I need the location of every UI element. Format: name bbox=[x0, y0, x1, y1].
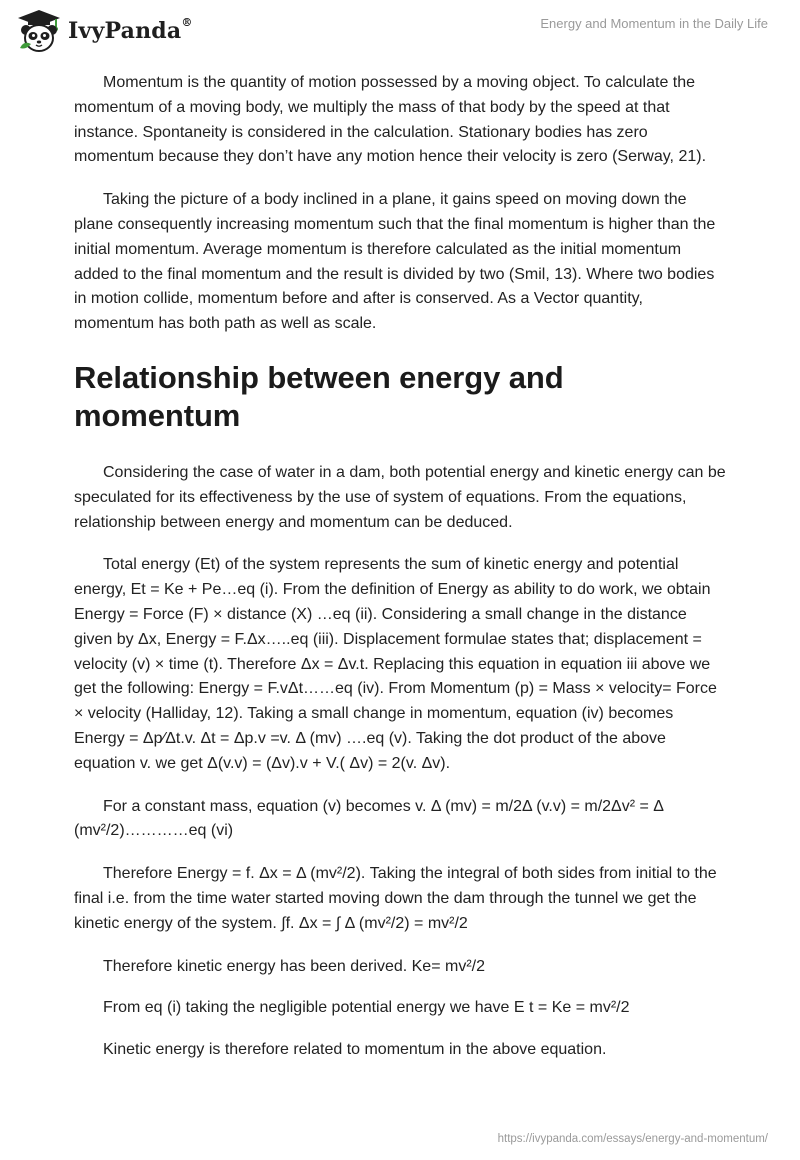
paragraph-constant-mass: For a constant mass, equation (v) becomes v. Δ (mv) = m/2Δ (v.v) = m/2Δv² = Δ (mv²/2)…………eq (vi) bbox=[74, 797, 664, 840]
paragraph-total-energy: Total energy (Et) of the system represents the sum of kinetic energy and potential energy, Et = Ke + Pe…eq (i). From the definition of Energy as ability to do work, we obtain Energy = Force (F) × distance (X) …eq (ii). Considering a small change in the distance given by Δx, Energy = F.Δx…..eq (iii). Displacement formulae states that; displacement = velocity (v) × time (t). Therefore Δx = Δv.t. Replacing this equation in equation iii above we get the following: Energy = F.vΔt……eq (iv). From Momentum (p) = Mass × velocity= Force × velocity (Halliday, 12). Taking a small change in momentum, equation (iv) becomes Energy = Δp⁄Δt.v. Δt = Δp.v =v. Δ (mv) ….eq (v). Taking the dot product of the above equation v. we get Δ(v.v) = (Δv).v + V.( Δv) = 2(v. Δv). bbox=[74, 556, 717, 772]
paragraph-eq-i: From eq (i) taking the negligible potential energy we have E t = Ke = mv²/2 bbox=[103, 999, 630, 1017]
source-url[interactable]: https://ivypanda.com/essays/energy-and-momentum/ bbox=[497, 1133, 768, 1145]
panda-graduate-icon bbox=[16, 8, 62, 54]
paragraph-momentum-definition: Momentum is the quantity of motion possessed by a moving object. To calculate the momentum of a moving body, we multiply the mass of that body by the speed at that instance. Spontaneity is considered in the calculation. Stationary bodies has zero momentum because they don’t have any motion hence their velocity is zero (Serway, 21). bbox=[74, 74, 707, 166]
paragraph-kinetic-derived: Therefore kinetic energy has been derived. Ke= mv²/2 bbox=[103, 957, 485, 975]
section-heading: Relationship between energy and momentum bbox=[74, 359, 564, 433]
paragraph-integral: Therefore Energy = f. Δx = Δ (mv²/2). Taking the integral of both sides from initial to the final i.e. from the time water started moving down the dam through the tunnel we get the kinetic energy of the system. ∫f. Δx = ∫ Δ (mv²/2) = mv²/2 bbox=[74, 865, 717, 932]
essay-body bbox=[74, 71, 726, 1081]
paragraph-conclusion: Kinetic energy is therefore related to momentum in the above equation. bbox=[103, 1041, 607, 1059]
brand-name: IvyPanda® bbox=[68, 15, 193, 44]
paragraph-dam-case: Considering the case of water in a dam, both potential energy and kinetic energy can be speculated for its effectiveness by the use of system of equations. From the equations, relationship between energy and momentum can be deduced. bbox=[74, 463, 726, 531]
paragraph-inclined-plane: Taking the picture of a body inclined in a plane, it gains speed on moving down the plane consequently increasing momentum such that the final momentum is higher than the initial momentum. Average momentum is therefore calculated as the initial momentum added to the final momentum and the result is divided by two (Smil, 13). Where two bodies in motion collide, momentum before and after is conserved. As a Vector quantity, momentum has both path as well as scale. bbox=[74, 191, 716, 333]
page-header bbox=[0, 0, 800, 60]
ivypanda-logo[interactable] bbox=[16, 8, 193, 54]
document-title: Energy and Momentum in the Daily Life bbox=[540, 16, 768, 31]
